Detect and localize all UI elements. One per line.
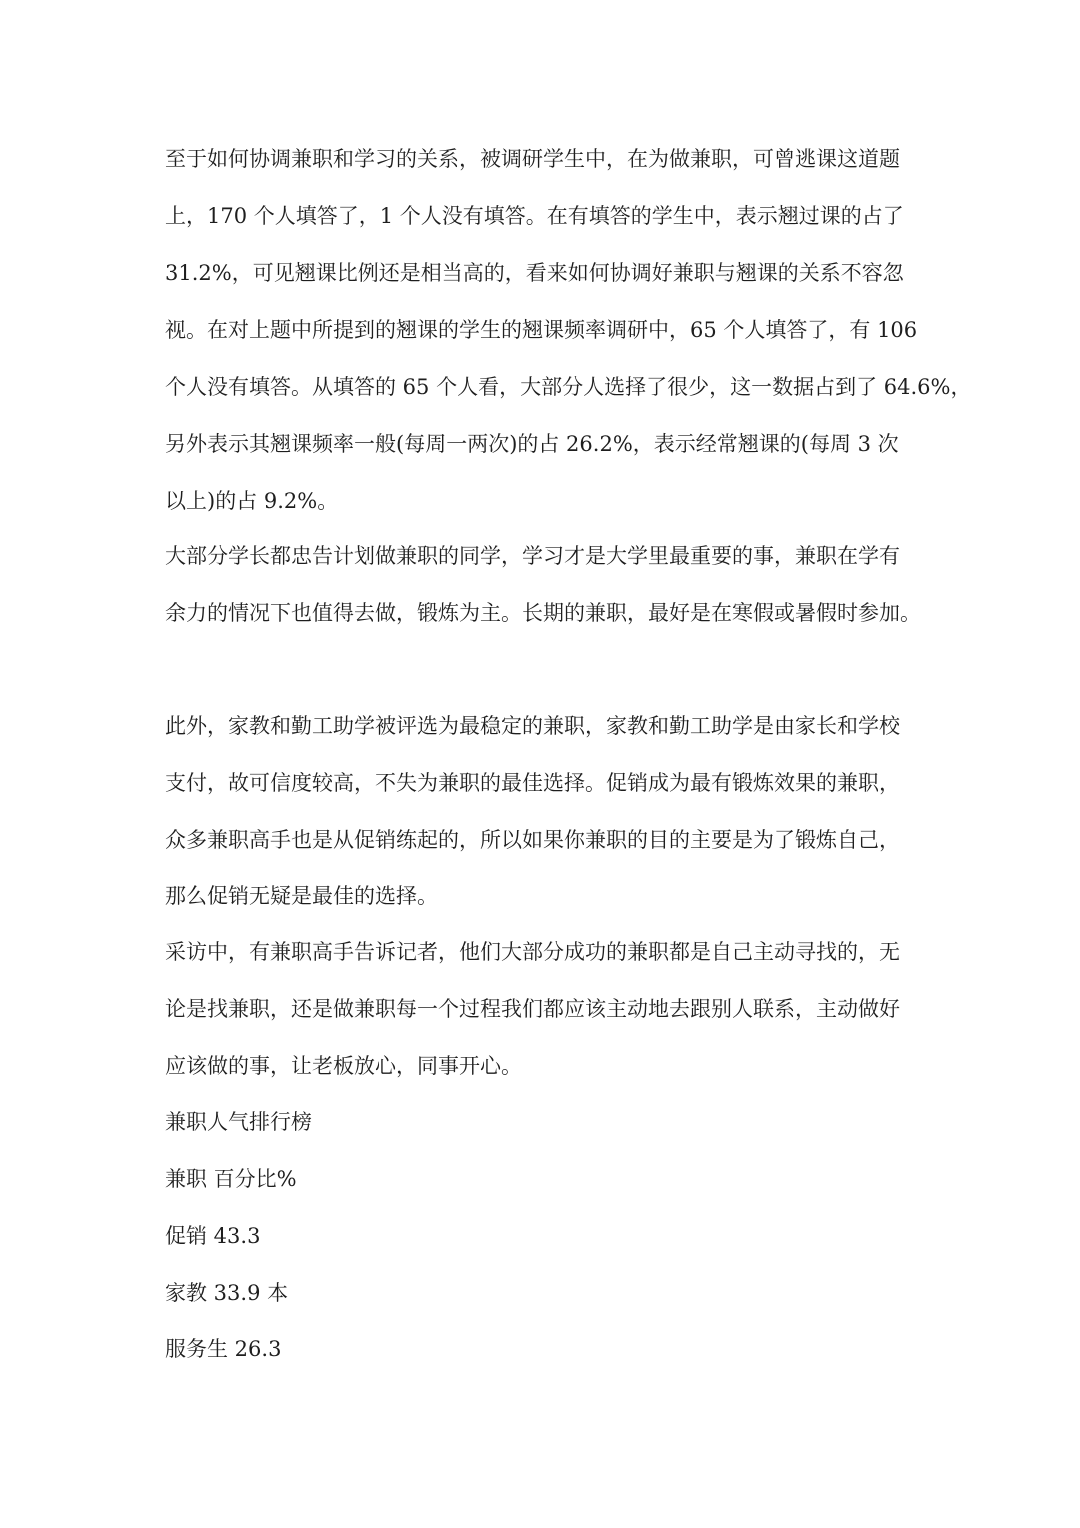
paragraph-line: 论是找兼职，还是做兼职每一个过程我们都应该主动地去跟别人联系，主动做好 [165, 997, 900, 1021]
paragraph-line: 视。在对上题中所提到的翘课的学生的翘课频率调研中，65 个人填答了，有 106 [165, 318, 918, 342]
paragraph-line: 此外，家教和勤工助学被评选为最稳定的兼职，家教和勤工助学是由家长和学校 [165, 714, 900, 738]
paragraph-line: 上，170 个人填答了，1 个人没有填答。在有填答的学生中，表示翘过课的占了 [165, 204, 904, 228]
paragraph-line: 至于如何协调兼职和学习的关系，被调研学生中，在为做兼职，可曾逃课这道题 [165, 147, 900, 171]
paragraph-line: 采访中，有兼职高手告诉记者，他们大部分成功的兼职都是自己主动寻找的，无 [165, 940, 900, 964]
paragraph-line: 那么促销无疑是最佳的选择。 [165, 884, 438, 908]
ranking-row: 服务生 26.3 [165, 1337, 282, 1361]
paragraph-line: 众多兼职高手也是从促销练起的，所以如果你兼职的目的主要是为了锻炼自己， [165, 828, 900, 852]
paragraph-line: 31.2%，可见翘课比例还是相当高的，看来如何协调好兼职与翘课的关系不容忽 [165, 261, 904, 285]
paragraph-line: 应该做的事，让老板放心，同事开心。 [165, 1054, 522, 1078]
paragraph-line: 支付，故可信度较高，不失为兼职的最佳选择。促销成为最有锻炼效果的兼职， [165, 771, 900, 795]
paragraph-line: 以上)的占 9.2%。 [165, 489, 339, 513]
ranking-header: 兼职 百分比% [165, 1167, 297, 1191]
paragraph-line: 余力的情况下也值得去做，锻炼为主。长期的兼职，最好是在寒假或暑假时参加。 [165, 601, 921, 625]
ranking-row: 家教 33.9 本 [165, 1281, 289, 1305]
paragraph-line: 大部分学长都忠告计划做兼职的同学，学习才是大学里最重要的事，兼职在学有 [165, 544, 900, 568]
paragraph-line: 另外表示其翘课频率一般(每周一两次)的占 26.2%，表示经常翘课的(每周 3 次 [165, 432, 899, 456]
ranking-row: 促销 43.3 [165, 1224, 261, 1248]
paragraph-line: 个人没有填答。从填答的 65 个人看，大部分人选择了很少，这一数据占到了 64.6%， [165, 375, 972, 399]
ranking-title: 兼职人气排行榜 [165, 1110, 312, 1134]
